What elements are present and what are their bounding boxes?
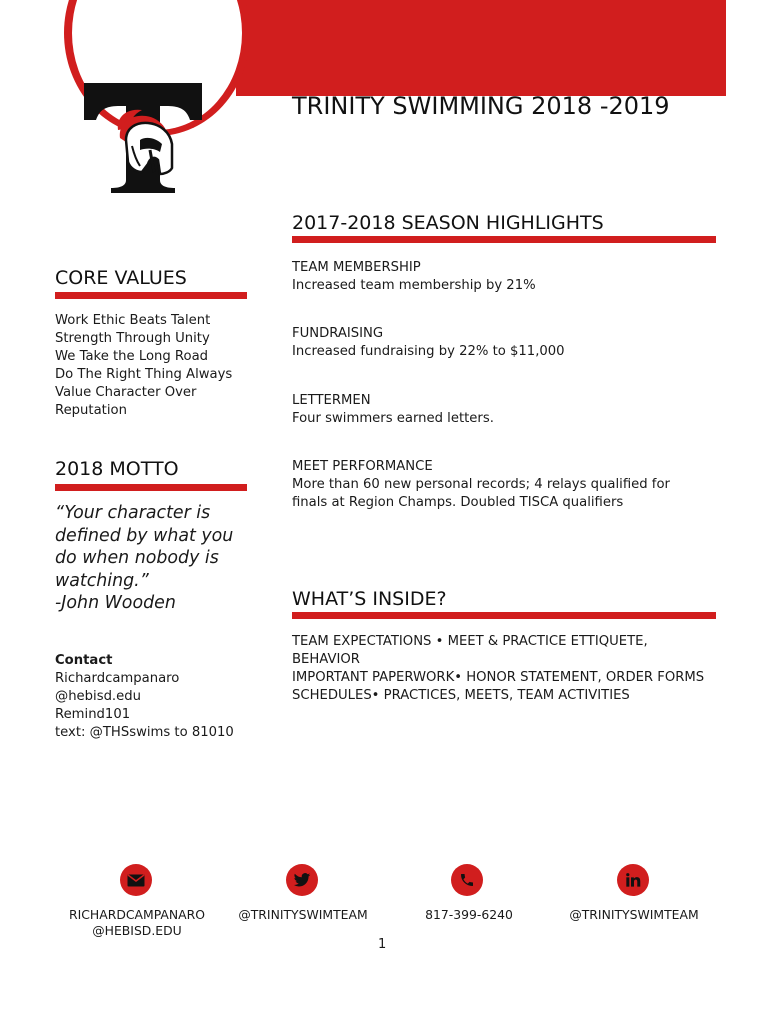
footer-phone-label[interactable] — [390, 907, 548, 923]
contact-block — [55, 652, 255, 742]
core-value-item: We Take the Long Road — [55, 349, 209, 364]
highlights-divider — [292, 236, 716, 243]
core-value-item: Work Ethic Beats Talent — [55, 313, 211, 328]
contact-line: Richardcampanaro — [55, 671, 180, 686]
highlight-label: LETTERMEN — [292, 393, 371, 408]
contact-line: text: @THSswims to 81010 — [55, 725, 234, 740]
core-values-heading: CORE VALUES — [55, 267, 187, 289]
footer-linkedin-handle: @TRINITYSWIMTEAM — [569, 907, 699, 922]
core-value-item: Strength Through Unity — [55, 331, 210, 346]
highlight-team-membership — [292, 259, 712, 295]
motto-heading: 2018 MOTTO — [55, 458, 179, 480]
footer-twitter-label[interactable] — [224, 907, 382, 923]
highlight-label: TEAM MEMBERSHIP — [292, 260, 421, 275]
motto-divider — [55, 484, 247, 491]
trinity-spartan-logo — [80, 80, 206, 195]
contact-line: Remind101 — [55, 707, 131, 722]
twitter-icon[interactable] — [286, 864, 318, 896]
footer-email-label[interactable] — [58, 907, 216, 939]
page-number: 1 — [378, 937, 387, 952]
footer-email-line2: @HEBISD.EDU — [92, 923, 182, 938]
highlights-heading: 2017-2018 SEASON HIGHLIGHTS — [292, 212, 604, 234]
core-value-item: Do The Right Thing Always — [55, 367, 233, 382]
core-values-list — [55, 312, 255, 420]
highlight-text: Four swimmers earned letters. — [292, 411, 494, 426]
footer-email-line1: RICHARDCAMPANARO — [69, 907, 205, 922]
highlight-lettermen — [292, 392, 712, 428]
inside-divider — [292, 612, 716, 619]
highlight-fundraising — [292, 325, 712, 361]
highlight-text: Increased team membership by 21% — [292, 278, 536, 293]
email-icon[interactable] — [120, 864, 152, 896]
contact-label: Contact — [55, 653, 113, 668]
header-band — [236, 0, 726, 96]
motto-author: -John Wooden — [55, 593, 176, 614]
inside-item: SCHEDULES• PRACTICES, MEETS, TEAM ACTIVITIES — [292, 688, 630, 703]
footer-twitter-handle: @TRINITYSWIMTEAM — [238, 907, 368, 922]
inside-list — [292, 633, 712, 705]
core-values-divider — [55, 292, 247, 299]
footer-phone-number: 817-399-6240 — [425, 907, 513, 922]
highlight-label: MEET PERFORMANCE — [292, 459, 433, 474]
inside-item: IMPORTANT PAPERWORK• HONOR STATEMENT, ORDER FORMS — [292, 670, 705, 685]
highlight-meet-performance — [292, 458, 702, 512]
inside-heading: WHAT’S INSIDE? — [292, 588, 447, 610]
highlight-text: More than 60 new personal records; 4 relays qualified for finals at Region Champs. Doubled TISCA qualifiers — [292, 477, 670, 510]
linkedin-icon[interactable] — [617, 864, 649, 896]
inside-item: TEAM EXPECTATIONS • MEET & PRACTICE ETTIQUETE, BEHAVIOR — [292, 634, 648, 667]
highlight-label: FUNDRAISING — [292, 326, 384, 341]
motto-quote-block — [55, 502, 255, 615]
footer-linkedin-label[interactable] — [555, 907, 713, 923]
motto-quote: “Your character is defined by what you do when nobody is watching.” — [55, 503, 234, 591]
highlight-text: Increased fundraising by 22% to $11,000 — [292, 344, 565, 359]
phone-icon[interactable] — [451, 864, 483, 896]
contact-line: @hebisd.edu — [55, 689, 141, 704]
core-value-item: Value Character Over Reputation — [55, 385, 197, 418]
page-title: TRINITY SWIMMING 2018 -2019 — [292, 92, 670, 120]
